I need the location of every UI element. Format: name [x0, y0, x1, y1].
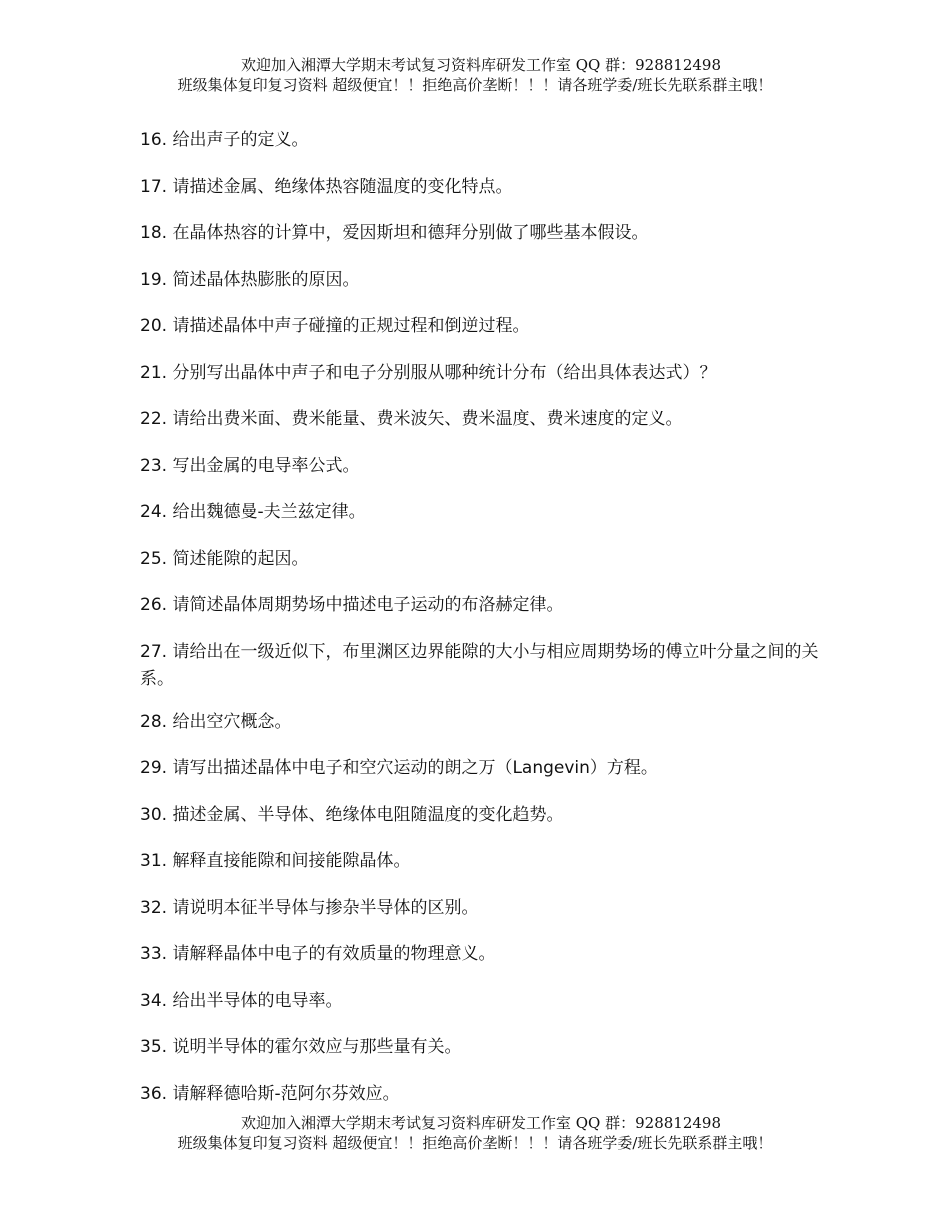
question-item: 26. 请简述晶体周期势场中描述电子运动的布洛赫定律。 — [140, 595, 564, 615]
header-banner-line-1: 欢迎加入湘潭大学期末考试复习资料库研发工作室 QQ 群：928812498 — [240, 56, 722, 74]
question-item: 35. 说明半导体的霍尔效应与那些量有关。 — [140, 1037, 462, 1057]
question-item: 16. 给出声子的定义。 — [140, 130, 309, 150]
footer-banner-line-1: 欢迎加入湘潭大学期末考试复习资料库研发工作室 QQ 群：928812498 — [240, 1114, 722, 1132]
question-item: 22. 请给出费米面、费米能量、费米波矢、费米温度、费米速度的定义。 — [140, 409, 683, 429]
question-item: 23. 写出金属的电导率公式。 — [140, 455, 360, 476]
question-item: 29. 请写出描述晶体中电子和空穴运动的朗之万（Langevin）方程。 — [140, 758, 658, 778]
header-banner — [0, 55, 950, 95]
question-item: 17. 请描述金属、绝缘体热容随温度的变化特点。 — [140, 176, 513, 197]
footer-banner-line-2: 班级集体复印复习资料 超级便宜！！拒绝高价垄断！！！请各班学委/班长先联系群主哦！ — [177, 1134, 773, 1152]
question-item: 36. 请解释德哈斯-范阿尔芬效应。 — [140, 1083, 400, 1104]
question-item: 21. 分别写出晶体中声子和电子分别服从哪种统计分布（给出具体表达式）？ — [140, 362, 717, 383]
question-item: 25. 简述能隙的起因。 — [140, 548, 309, 569]
question-item: 27. 请给出在一级近似下，布里渊区边界能隙的大小与相应周期势场的傅立叶分量之间的关系。 — [140, 641, 819, 689]
header-banner-line-2: 班级集体复印复习资料 超级便宜！！拒绝高价垄断！！！请各班学委/班长先联系群主哦！ — [177, 76, 773, 94]
question-item: 24. 给出魏德曼-夫兰兹定律。 — [140, 502, 366, 522]
question-item: 33. 请解释晶体中电子的有效质量的物理意义。 — [140, 944, 496, 964]
question-item: 28. 给出空穴概念。 — [140, 711, 292, 732]
question-item: 34. 给出半导体的电导率。 — [140, 990, 343, 1011]
question-item: 19. 简述晶体热膨胀的原因。 — [140, 269, 360, 290]
question-list — [140, 127, 820, 1127]
footer-banner — [0, 1113, 950, 1153]
question-item: 31. 解释直接能隙和间接能隙晶体。 — [140, 851, 411, 871]
question-item: 30. 描述金属、半导体、绝缘体电阻随温度的变化趋势。 — [140, 804, 564, 825]
question-item: 20. 请描述晶体中声子碰撞的正规过程和倒逆过程。 — [140, 316, 530, 336]
question-item: 32. 请说明本征半导体与掺杂半导体的区别。 — [140, 897, 479, 918]
question-item: 18. 在晶体热容的计算中，爱因斯坦和德拜分别做了哪些基本假设。 — [140, 223, 649, 243]
